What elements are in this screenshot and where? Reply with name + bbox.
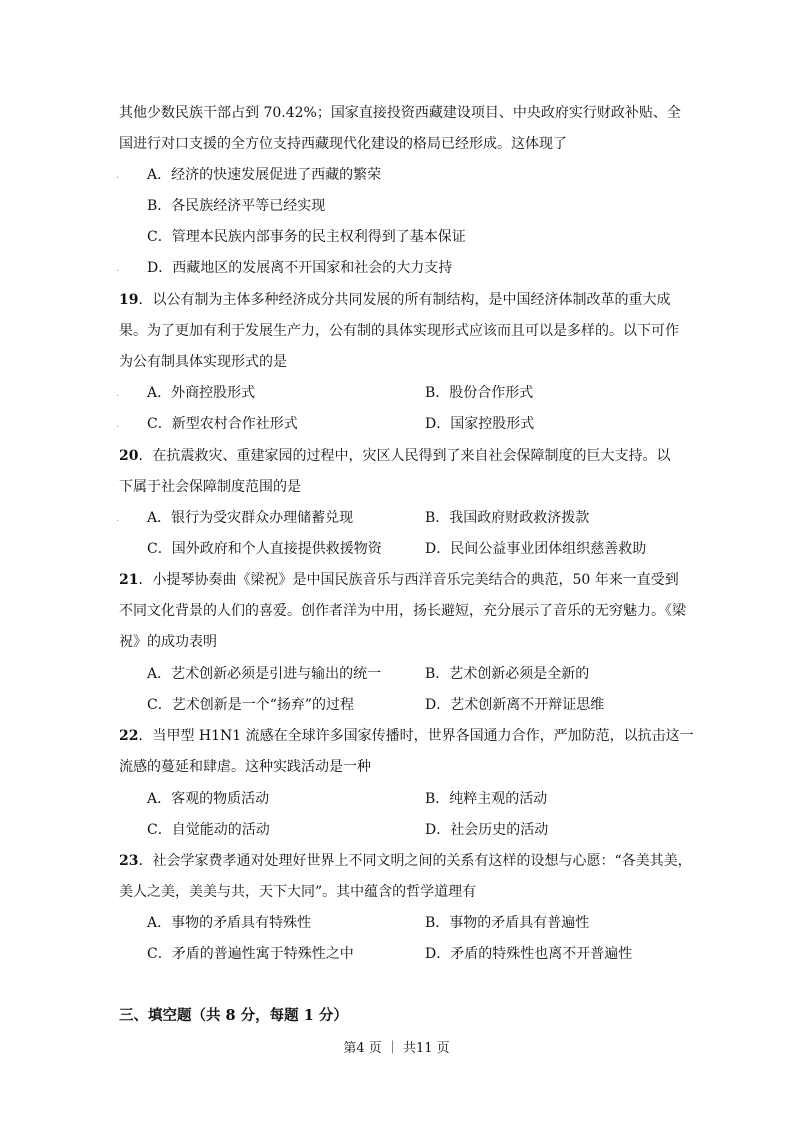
q20-option-b: B．我国政府财政救济拨款 [425, 510, 590, 526]
q21-stem: ．小提琴协奏曲《梁祝》是中国民族音乐与西洋音乐完美结合的典范，50 年来一直受到 [138, 572, 679, 588]
margin-dot: . [116, 419, 120, 430]
q19-text-line-1 [119, 290, 670, 310]
q23-text-line-2: 美人之美，美美与共，天下大同”。其中蕴含的哲学道理有 [119, 884, 477, 900]
q19-option-a: A．外商控股形式 [147, 385, 256, 401]
q21-text-line-3: 祝》的成功表明 [119, 634, 217, 650]
q20-stem: ．在抗震救灾、重建家园的过程中，灾区人民得到了来自社会保障制度的巨大支持。以 [138, 448, 671, 464]
margin-dot: . [116, 388, 120, 399]
q22-number: 22 [119, 728, 139, 744]
q21-option-d: D．艺术创新离不开辩证思维 [425, 697, 605, 713]
q18-text-line-1: 其他少数民族干部占到 70.42%；国家直接投资西藏建设项目、中央政府实行财政补贴、全 [119, 105, 681, 121]
q20-text-line-2: 下属于社会保障制度范围的是 [119, 479, 301, 495]
q21-option-b: B．艺术创新必须是全新的 [425, 666, 590, 682]
q19-number: 19 [119, 292, 139, 308]
q23-option-a: A．事物的矛盾具有特殊性 [147, 915, 312, 931]
q22-stem: ．当甲型 H1N1 流感在全球许多国家传播时，世界各国通力合作，严加防范，以抗击这一 [138, 728, 694, 744]
q21-text-line-2: 不同文化背景的人们的喜爱。创作者洋为中用，扬长避短，充分展示了音乐的无穷魅力。《梁 [119, 603, 686, 619]
q23-text-line-1 [119, 851, 692, 871]
q20-number: 20 [119, 448, 139, 464]
q18-option-b: B．各民族经济平等已经实现 [147, 198, 326, 214]
q19-text-line-2: 果。为了更加有利于发展生产力，公有制的具体实现形式应该而且可以是多样的。以下可作 [119, 323, 679, 339]
q21-number: 21 [119, 572, 139, 588]
q22-option-c: C．自觉能动的活动 [147, 822, 270, 838]
q18-option-d: D．西藏地区的发展离不开国家和社会的大力支持 [147, 260, 453, 276]
q21-option-c: C．艺术创新是一个“扬弃”的过程 [147, 697, 355, 713]
q19-option-d: D．国家控股形式 [425, 416, 535, 432]
q22-option-d: D．社会历史的活动 [425, 822, 549, 838]
q20-text-line-1 [119, 446, 670, 466]
q19-option-b: B．股份合作形式 [425, 385, 534, 401]
margin-dot: . [116, 170, 120, 181]
q20-option-c: C．国外政府和个人直接提供救援物资 [147, 541, 382, 557]
page-footer: 第4 页 ｜ 共11 页 [343, 1041, 450, 1056]
q18-option-a: A．经济的快速发展促进了西藏的繁荣 [147, 167, 382, 183]
section-heading-fill-in: 三、填空题（共 8 分，每题 1 分） [119, 1007, 348, 1024]
q21-option-a: A．艺术创新必须是引进与输出的统一 [147, 666, 382, 682]
q18-option-c: C．管理本民族内部事务的民主权利得到了基本保证 [147, 229, 466, 245]
q22-option-a: A．客观的物质活动 [147, 791, 270, 807]
q19-text-line-3: 为公有制具体实现形式的是 [119, 354, 287, 370]
q19-stem: ．以公有制为主体多种经济成分共同发展的所有制结构，是中国经济体制改革的重大成 [138, 292, 671, 308]
q23-option-d: D．矛盾的特殊性也离不开普遍性 [425, 946, 633, 962]
margin-dot: . [116, 513, 120, 524]
q22-text-line-2: 流感的蔓延和肆虐。这种实践活动是一种 [119, 759, 371, 775]
margin-dot: . [116, 263, 120, 274]
q20-option-a: A．银行为受灾群众办理储蓄兑现 [147, 510, 354, 526]
q19-option-c: C．新型农村合作社形式 [147, 416, 298, 432]
q23-option-b: B．事物的矛盾具有普遍性 [425, 915, 590, 931]
q21-text-line-1 [119, 570, 679, 590]
q18-text-line-2: 国进行对口支援的全方位支持西藏现代化建设的格局已经形成。这体现了 [119, 136, 567, 152]
q22-text-line-1 [119, 726, 694, 746]
q23-stem: ．社会学家费孝通对处理好世界上不同文明之间的关系有这样的设想与心愿：“各美其美， [138, 853, 692, 869]
q23-option-c: C．矛盾的普遍性寓于特殊性之中 [147, 946, 354, 962]
q23-number: 23 [119, 853, 139, 869]
q22-option-b: B．纯粹主观的活动 [425, 791, 548, 807]
q20-option-d: D．民间公益事业团体组织慈善救助 [425, 541, 647, 557]
